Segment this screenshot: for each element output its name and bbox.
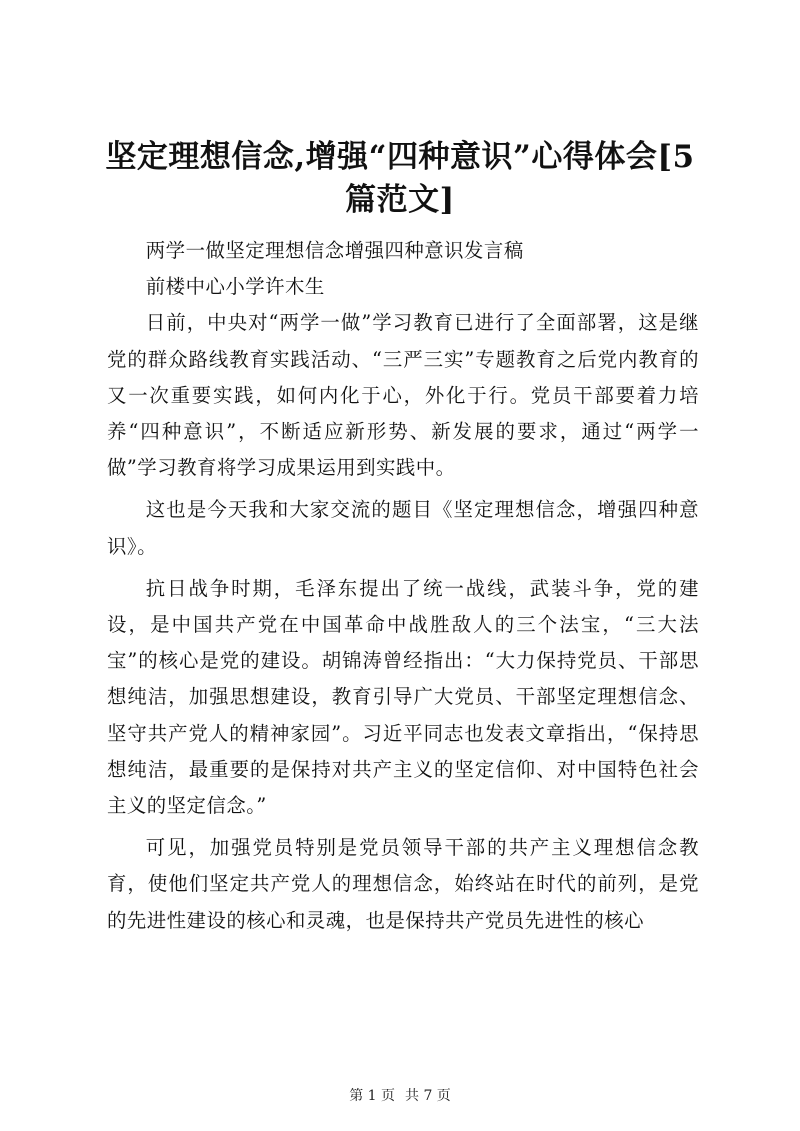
document-body [107,233,699,939]
page-number: 第 1 页 [349,1088,395,1104]
paragraph-intro: 日前，中央对“两学一做”学习教育已进行了全面部署，这是继党的群众路线教育实践活动、“三严三实”专题教育之后党内教育的又一次重要实践，如何内化于心，外化于行。党员干部要着力培养“四种意识”，不断适应新形势、新发展的要求，通过“两学一做”学习教育将学习成果运用到实践中。 [107,311,699,480]
paragraph-author: 前楼中心小学许木生 [145,275,325,299]
paragraph-subtitle: 两学一做坚定理想信念增强四种意识发言稿 [145,239,524,262]
page-total: 共 7 页 [405,1088,451,1104]
paragraph-conclusion: 可见，加强党员特别是党员领导干部的共产主义理想信念教育，使他们坚定共产党人的理想信念，始终站在时代的前列，是党的先进性建设的核心和灵魂，也是保持共产党员先进性的核心 [107,836,699,932]
paragraph-history: 抗日战争时期，毛泽东提出了统一战线，武装斗争，党的建设，是中国共产党在中国革命中战胜敌人的三个法宝，“三大法宝”的核心是党的建设。胡锦涛曾经指出：“大力保持党员、干部思想纯洁，加强思想建设，教育引导广大党员、干部坚定理想信念、坚守共产党人的精神家园”。习近平同志也发表文章指出，“保持思想纯洁，最重要的是保持对共产主义的坚定信仰、对中国特色社会主义的坚定信念。” [107,576,699,818]
page-footer [0,1087,800,1105]
document-title: 坚定理想信念,增强“四种意识”心得体会[5篇范文] [105,139,695,218]
paragraph-topic: 这也是今天我和大家交流的题目《坚定理想信念，增强四种意识》。 [107,498,699,558]
